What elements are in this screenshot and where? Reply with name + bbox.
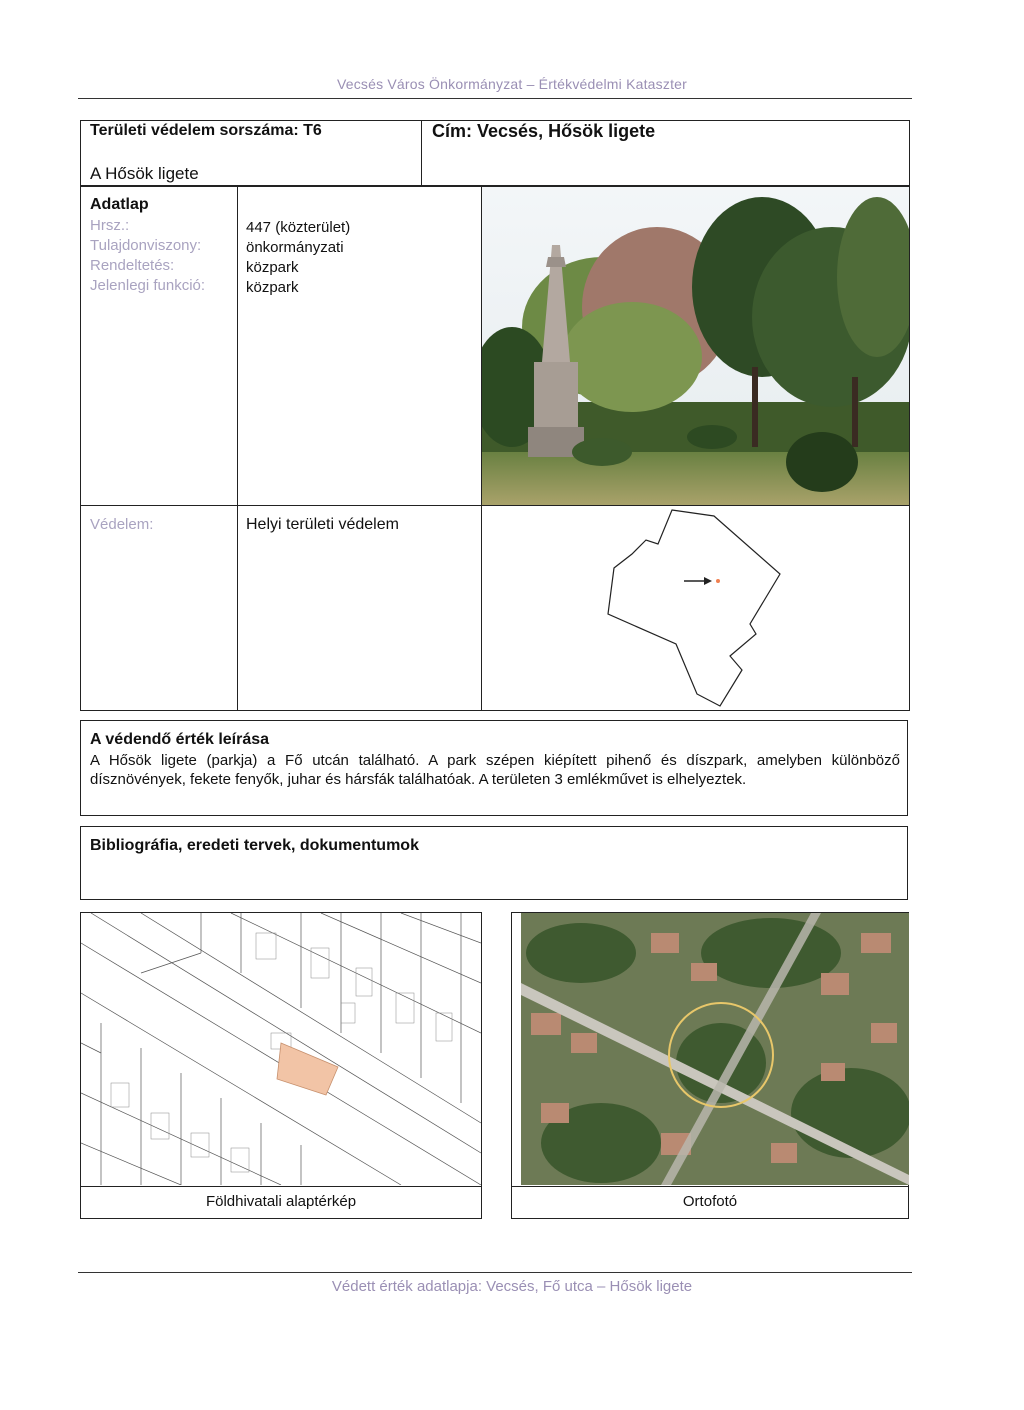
- ortho-photo: [521, 913, 909, 1185]
- title-divider: [421, 120, 422, 186]
- protection-value: Helyi területi védelem: [246, 516, 399, 533]
- label-rendeltetes: Rendeltetés:: [90, 257, 175, 274]
- datasheet-heading: Adatlap: [90, 196, 149, 213]
- bibliography-heading: Bibliográfia, eredeti tervek, dokumentumok: [90, 837, 419, 854]
- page-header: Vecsés Város Önkormányzat – Értékvédelmi Kataszter: [336, 76, 688, 92]
- site-name: A Hősök ligete: [90, 164, 199, 183]
- description-text: A Hősök ligete (parkja) a Fő utcán található. A park szépen kiépített pihenő és díszpark, amelyben különböző dísznövények, fekete fenyők, juhar és hársfák találhatóak. A területen 3 emlékművet is elhelyeztek.: [90, 752, 900, 788]
- cadastral-caption: Földhivatali alaptérkép: [205, 1193, 357, 1210]
- label-tulajdon: Tulajdonviszony:: [90, 237, 202, 254]
- cadastral-caption-rule: [80, 1186, 482, 1187]
- value-hrsz: 447 (közterület): [246, 219, 351, 236]
- header-rule: [78, 98, 912, 99]
- page-footer: Védett érték adatlapja: Vecsés, Fő utca – Hősök ligete: [331, 1278, 693, 1295]
- locator-map: [482, 506, 909, 710]
- value-rendeltetes: közpark: [246, 259, 299, 276]
- address-title: Cím: Vecsés, Hősök ligete: [432, 121, 656, 141]
- cadastral-map: [81, 913, 481, 1185]
- grid-col1-line: [237, 186, 238, 711]
- protection-number: Területi védelem sorszáma: T6: [90, 122, 322, 139]
- label-hrsz: Hrsz.:: [90, 217, 130, 234]
- park-photo: [482, 187, 909, 505]
- label-funkcio: Jelenlegi funkció:: [90, 277, 206, 294]
- datasheet-values: [246, 218, 476, 298]
- ortho-caption: Ortofotó: [682, 1193, 738, 1210]
- protection-label: Védelem:: [90, 516, 154, 533]
- value-tulajdon: önkormányzati: [246, 239, 344, 256]
- value-funkcio: közpark: [246, 279, 299, 296]
- ortho-caption-rule: [511, 1186, 909, 1187]
- footer-rule: [78, 1272, 912, 1273]
- datasheet-labels: [90, 216, 234, 296]
- description-heading: A védendő érték leírása: [90, 731, 270, 748]
